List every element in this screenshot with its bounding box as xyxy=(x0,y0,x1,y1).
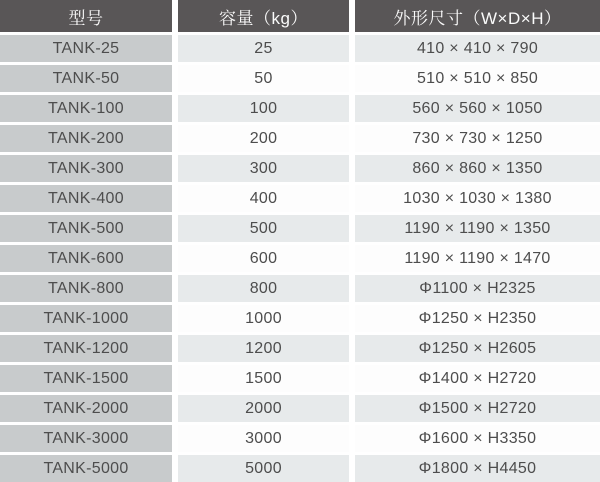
model-cell: TANK-50 xyxy=(0,65,172,92)
dimensions-cell: Φ1100 × H2325 xyxy=(355,275,600,302)
model-cell: TANK-1500 xyxy=(0,365,172,392)
dimensions-cell: Φ1250 × H2350 xyxy=(355,305,600,332)
capacity-cell: 500 xyxy=(178,215,349,242)
dimensions-cell: 1030 × 1030 × 1380 xyxy=(355,185,600,212)
capacity-cell: 50 xyxy=(178,65,349,92)
capacity-cell: 5000 xyxy=(178,455,349,482)
capacity-cell: 1000 xyxy=(178,305,349,332)
column-header-dimensions: 外形尺寸（W×D×H） xyxy=(355,0,600,32)
column-header-capacity: 容量（kg） xyxy=(178,0,349,32)
model-cell: TANK-400 xyxy=(0,185,172,212)
capacity-cell: 2000 xyxy=(178,395,349,422)
model-cell: TANK-25 xyxy=(0,35,172,62)
dimensions-cell: 1190 × 1190 × 1350 xyxy=(355,215,600,242)
model-cell: TANK-300 xyxy=(0,155,172,182)
model-cell: TANK-500 xyxy=(0,215,172,242)
capacity-cell: 3000 xyxy=(178,425,349,452)
dimensions-cell: Φ1800 × H4450 xyxy=(355,455,600,482)
model-cell: TANK-600 xyxy=(0,245,172,272)
dimensions-cell: 860 × 860 × 1350 xyxy=(355,155,600,182)
capacity-cell: 400 xyxy=(178,185,349,212)
model-cell: TANK-1200 xyxy=(0,335,172,362)
model-cell: TANK-5000 xyxy=(0,455,172,482)
capacity-cell: 300 xyxy=(178,155,349,182)
dimensions-cell: Φ1400 × H2720 xyxy=(355,365,600,392)
capacity-cell: 100 xyxy=(178,95,349,122)
dimensions-cell: 560 × 560 × 1050 xyxy=(355,95,600,122)
capacity-cell: 25 xyxy=(178,35,349,62)
model-cell: TANK-200 xyxy=(0,125,172,152)
dimensions-cell: 410 × 410 × 790 xyxy=(355,35,600,62)
dimensions-cell: Φ1600 × H3350 xyxy=(355,425,600,452)
model-cell: TANK-800 xyxy=(0,275,172,302)
capacity-cell: 1200 xyxy=(178,335,349,362)
dimensions-cell: 730 × 730 × 1250 xyxy=(355,125,600,152)
column-header-model: 型号 xyxy=(0,0,172,32)
model-cell: TANK-1000 xyxy=(0,305,172,332)
model-cell: TANK-3000 xyxy=(0,425,172,452)
capacity-cell: 200 xyxy=(178,125,349,152)
dimensions-cell: Φ1500 × H2720 xyxy=(355,395,600,422)
model-cell: TANK-2000 xyxy=(0,395,172,422)
dimensions-cell: Φ1250 × H2605 xyxy=(355,335,600,362)
dimensions-cell: 1190 × 1190 × 1470 xyxy=(355,245,600,272)
capacity-cell: 1500 xyxy=(178,365,349,392)
model-cell: TANK-100 xyxy=(0,95,172,122)
dimensions-cell: 510 × 510 × 850 xyxy=(355,65,600,92)
capacity-cell: 600 xyxy=(178,245,349,272)
capacity-cell: 800 xyxy=(178,275,349,302)
